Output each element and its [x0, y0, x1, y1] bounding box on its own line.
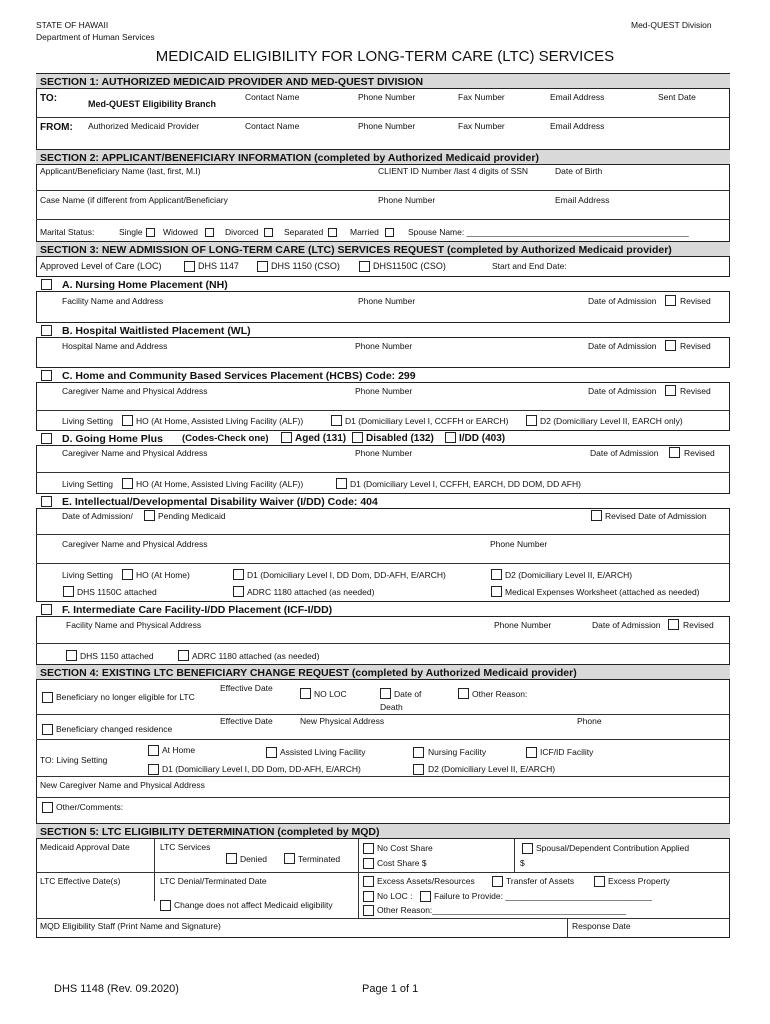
- c-ho-checkbox[interactable]: [122, 415, 133, 426]
- s4-noloc-label: NO LOC: [314, 689, 347, 699]
- other-comments-label: Other/Comments:: [56, 802, 124, 812]
- a-phone-label: Phone Number: [358, 296, 416, 306]
- change-not-checkbox[interactable]: [160, 900, 171, 911]
- d-revised-checkbox[interactable]: [669, 447, 680, 458]
- c-living-label: Living Setting: [62, 416, 114, 426]
- s2-phone-label: Phone Number: [378, 195, 436, 205]
- failure-label: Failure to Provide: _______________________________: [434, 891, 652, 901]
- married-label: Married: [350, 227, 379, 237]
- icf-checkbox[interactable]: [526, 747, 537, 758]
- at-home-label: At Home: [162, 745, 196, 755]
- spouse-name-label: Spouse Name: _______________________________________________: [408, 227, 689, 237]
- f-revised-label: Revised: [683, 620, 714, 630]
- s4-d2-checkbox[interactable]: [413, 764, 424, 775]
- s1-fax-label: Fax Number: [458, 92, 505, 102]
- s4-death-checkbox[interactable]: [380, 688, 391, 699]
- d-disabled-label: Disabled (132): [366, 433, 434, 444]
- single-checkbox[interactable]: [146, 228, 155, 237]
- to-value: Med-QUEST Eligibility Branch: [88, 99, 217, 109]
- e-phone-label: Phone Number: [490, 539, 548, 549]
- f-phone-label: Phone Number: [494, 620, 552, 630]
- eff-dates-label: LTC Effective Date(s): [40, 876, 121, 886]
- marital-label: Marital Status:: [40, 227, 95, 237]
- subsection-c-checkbox[interactable]: [41, 370, 52, 381]
- widowed-checkbox[interactable]: [205, 228, 214, 237]
- nursing-checkbox[interactable]: [413, 747, 424, 758]
- no-longer-checkbox[interactable]: [42, 692, 53, 703]
- dhs1150c-label: DHS1150C (CSO): [373, 261, 446, 271]
- s4-new-addr-label: New Physical Address: [300, 716, 385, 726]
- changed-residence-checkbox[interactable]: [42, 724, 53, 735]
- nursing-label: Nursing Facility: [428, 747, 487, 757]
- e-pending-checkbox[interactable]: [144, 510, 155, 521]
- s2-clientid-label: CLIENT ID Number /last 4 digits of SSN: [378, 166, 529, 176]
- at-home-checkbox[interactable]: [148, 745, 159, 756]
- d-codes-label: (Codes-Check one): [182, 433, 269, 444]
- f-doa-label: Date of Admission: [592, 620, 661, 630]
- denial-date-label: LTC Denial/Terminated Date: [160, 876, 267, 886]
- e-revised-checkbox[interactable]: [591, 510, 602, 521]
- subsection-a-header: A. Nursing Home Placement (NH): [36, 276, 730, 292]
- d-ho-checkbox[interactable]: [122, 478, 133, 489]
- dhs1147-label: DHS 1147: [198, 261, 239, 271]
- alf-label: Assisted Living Facility: [280, 747, 366, 757]
- from-label: FROM:: [40, 122, 73, 133]
- e-d1-label: D1 (Domiciliary Level I, DD Dom, DD-AFH, E/ARCH): [247, 570, 446, 580]
- d-ho-label: HO (At Home, Assisted Living Facility (ALF)): [136, 479, 304, 489]
- e-d1-checkbox[interactable]: [233, 569, 244, 580]
- spousal-label: Spousal/Dependent Contribution Applied: [536, 843, 690, 853]
- s5-other-reason-label: Other Reason:_________________________________________: [377, 905, 627, 915]
- subsection-e-checkbox[interactable]: [41, 496, 52, 507]
- s4-other-reason-label: Other Reason:: [472, 689, 528, 699]
- subsection-f-header: F. Intermediate Care Facility-I/DD Placement (ICF-I/DD): [36, 601, 730, 617]
- c-revised-checkbox[interactable]: [665, 385, 676, 396]
- from-value: Authorized Medicaid Provider: [88, 121, 200, 131]
- dhs1150cso-checkbox[interactable]: [257, 261, 268, 272]
- d-phone-label: Phone Number: [355, 448, 413, 458]
- staff-label: MQD Eligibility Staff (Print Name and Signature): [40, 921, 221, 931]
- c-doa-label: Date of Admission: [588, 386, 657, 396]
- d-disabled-checkbox[interactable]: [352, 432, 363, 443]
- s4-d1-checkbox[interactable]: [148, 764, 159, 775]
- transfer-label: Transfer of Assets: [506, 876, 575, 886]
- denied-label: Denied: [240, 854, 267, 864]
- e-medical-label: Medical Expenses Worksheet (attached as needed): [505, 587, 700, 597]
- loc-label: Approved Level of Care (LOC): [40, 261, 162, 271]
- b-revised-label: Revised: [680, 341, 711, 351]
- section4-header: SECTION 4: EXISTING LTC BENEFICIARY CHANGE REQUEST (completed by Authorized Medicaid provider): [36, 664, 730, 680]
- f-adrc-label: ADRC 1180 attached (as needed): [192, 651, 320, 661]
- section1-header: SECTION 1: AUTHORIZED MEDICAID PROVIDER AND MED-QUEST DIVISION: [36, 73, 730, 89]
- new-caregiver-label: New Caregiver Name and Physical Address: [40, 780, 205, 790]
- cost-share-checkbox[interactable]: [363, 858, 374, 869]
- section2-header: SECTION 2: APPLICANT/BENEFICIARY INFORMATION (completed by Authorized Medicaid provider): [36, 149, 730, 165]
- e-ho-label: HO (At Home): [136, 570, 190, 580]
- s4-other-reason-checkbox[interactable]: [458, 688, 469, 699]
- s1-contact-label: Contact Name: [245, 92, 300, 102]
- e-adrc-checkbox[interactable]: [233, 586, 244, 597]
- s5-noloc-checkbox[interactable]: [363, 891, 374, 902]
- e-ho-checkbox[interactable]: [122, 569, 133, 580]
- c-d1-label: D1 (Domiciliary Level I, CCFFH or EARCH): [345, 416, 509, 426]
- subsection-b-header: B. Hospital Waitlisted Placement (WL): [36, 322, 730, 338]
- to-living-label: TO: Living Setting: [40, 755, 108, 765]
- f-facility-label: Facility Name and Physical Address: [66, 620, 202, 630]
- s4-noloc-checkbox[interactable]: [300, 688, 311, 699]
- e-pending-label: Pending Medicaid: [158, 511, 226, 521]
- subsection-d-header: D. Going Home Plus (Codes-Check one) Aged (131) Disabled (132) I/DD (403): [36, 430, 730, 446]
- f-dhs1150-label: DHS 1150 attached: [80, 651, 154, 661]
- d-d1-label: D1 (Domiciliary Level I, CCFFH, EARCH, DD DOM, DD AFH): [350, 479, 581, 489]
- s4-eff-date-label: Effective Date: [220, 683, 273, 693]
- state-label: STATE OF HAWAII: [36, 20, 109, 30]
- d-doa-label: Date of Admission: [590, 448, 659, 458]
- failure-checkbox[interactable]: [420, 891, 431, 902]
- s1-email-label-2: Email Address: [550, 121, 605, 131]
- to-label: TO:: [40, 93, 58, 104]
- e-dhs1150c-label: DHS 1150C attached: [77, 587, 157, 597]
- terminated-checkbox[interactable]: [284, 853, 295, 864]
- separated-checkbox[interactable]: [328, 228, 337, 237]
- ltc-services-label: LTC Services: [160, 842, 211, 852]
- s2-email-label: Email Address: [555, 195, 610, 205]
- c-d2-checkbox[interactable]: [526, 415, 537, 426]
- e-medical-checkbox[interactable]: [491, 586, 502, 597]
- alf-checkbox[interactable]: [266, 747, 277, 758]
- d-living-label: Living Setting: [62, 479, 114, 489]
- response-date-label: Response Date: [572, 921, 631, 931]
- s5-noloc-label: No LOC :: [377, 891, 413, 901]
- d-caregiver-label: Caregiver Name and Physical Address: [62, 448, 208, 458]
- d-d1-checkbox[interactable]: [336, 478, 347, 489]
- e-doa-label: Date of Admission/: [62, 511, 133, 521]
- changed-residence-label: Beneficiary changed residence: [56, 724, 173, 734]
- single-label: Single: [119, 227, 143, 237]
- section5-header: SECTION 5: LTC ELIGIBILITY DETERMINATION (completed by MQD): [36, 823, 730, 839]
- e-dhs1150c-checkbox[interactable]: [63, 586, 74, 597]
- s2-dob-label: Date of Birth: [555, 166, 603, 176]
- b-phone-label: Phone Number: [355, 341, 413, 351]
- no-cost-checkbox[interactable]: [363, 843, 374, 854]
- b-hospital-label: Hospital Name and Address: [62, 341, 168, 351]
- start-end-label: Start and End Date:: [492, 261, 567, 271]
- divorced-label: Divorced: [225, 227, 259, 237]
- s5-other-reason-checkbox[interactable]: [363, 905, 374, 916]
- s2-name-label: Applicant/Beneficiary Name (last, first, M.I): [40, 166, 201, 176]
- f-revised-checkbox[interactable]: [668, 619, 679, 630]
- division-label: Med-QUEST Division: [631, 20, 712, 30]
- subsection-d-checkbox[interactable]: [41, 433, 52, 444]
- subsection-a-checkbox[interactable]: [41, 279, 52, 290]
- c-ho-label: HO (At Home, Assisted Living Facility (ALF)): [136, 416, 304, 426]
- b-doa-label: Date of Admission: [588, 341, 657, 351]
- s1-phone-label-2: Phone Number: [358, 121, 416, 131]
- s2-case-label: Case Name (if different from Applicant/Beneficiary: [40, 195, 228, 205]
- page-number: Page 1 of 1: [362, 983, 419, 995]
- a-facility-label: Facility Name and Address: [62, 296, 164, 306]
- married-checkbox[interactable]: [385, 228, 394, 237]
- cost-share-label: Cost Share $: [377, 858, 427, 868]
- f-dhs1150-checkbox[interactable]: [66, 650, 77, 661]
- excess-property-label: Excess Property: [608, 876, 670, 886]
- s4-eff-date2-label: Effective Date: [220, 716, 273, 726]
- a-doa-label: Date of Admission: [588, 296, 657, 306]
- no-longer-label: Beneficiary no longer eligible for LTC: [56, 692, 195, 702]
- c-d1-checkbox[interactable]: [331, 415, 342, 426]
- form-number: DHS 1148 (Rev. 09.2020): [54, 983, 179, 995]
- change-not-label: Change does not affect Medicaid eligibility: [174, 900, 333, 910]
- excess-assets-checkbox[interactable]: [363, 876, 374, 887]
- d-idd-checkbox[interactable]: [445, 432, 456, 443]
- s1-fax-label-2: Fax Number: [458, 121, 505, 131]
- e-d2-label: D2 (Domiciliary Level II, E/ARCH): [505, 570, 633, 580]
- s4-d1-label: D1 (Domiciliary Level I, DD Dom, DD-AFH, E/ARCH): [162, 764, 361, 774]
- subsection-f-checkbox[interactable]: [41, 604, 52, 615]
- a-revised-checkbox[interactable]: [665, 295, 676, 306]
- e-d2-checkbox[interactable]: [491, 569, 502, 580]
- section3-header: SECTION 3: NEW ADMISSION OF LONG-TERM CARE (LTC) SERVICES REQUEST (completed by Authorized Medicaid provider): [36, 241, 730, 257]
- denied-checkbox[interactable]: [226, 853, 237, 864]
- e-caregiver-label: Caregiver Name and Physical Address: [62, 539, 208, 549]
- spousal-dollar-label: $: [520, 858, 525, 868]
- f-adrc-checkbox[interactable]: [178, 650, 189, 661]
- a-revised-label: Revised: [680, 296, 711, 306]
- s4-d2-label: D2 (Domiciliary Level II, E/ARCH): [428, 764, 556, 774]
- e-adrc-label: ADRC 1180 attached (as needed): [247, 587, 375, 597]
- s1-email-label: Email Address: [550, 92, 605, 102]
- c-revised-label: Revised: [680, 386, 711, 396]
- subsection-c-header: C. Home and Community Based Services Placement (HCBS) Code: 299: [36, 367, 730, 383]
- dhs1150c-checkbox[interactable]: [359, 261, 370, 272]
- no-cost-label: No Cost Share: [377, 843, 433, 853]
- subsection-e-header: E. Intellectual/Developmental Disability Waiver (I/DD) Code: 404: [36, 493, 730, 509]
- d-revised-label: Revised: [684, 448, 715, 458]
- e-living-label: Living Setting: [62, 570, 114, 580]
- s1-sent-label: Sent Date: [658, 92, 696, 102]
- subsection-b-checkbox[interactable]: [41, 325, 52, 336]
- d-idd-label: I/DD (403): [459, 433, 506, 444]
- divorced-checkbox[interactable]: [264, 228, 273, 237]
- excess-assets-label: Excess Assets/Resources: [377, 876, 475, 886]
- separated-label: Separated: [284, 227, 324, 237]
- approval-date-label: Medicaid Approval Date: [40, 842, 130, 852]
- s1-contact-label-2: Contact Name: [245, 121, 300, 131]
- d-aged-label: Aged (131): [295, 433, 347, 444]
- dept-label: Department of Human Services: [36, 32, 155, 42]
- dhs1147-checkbox[interactable]: [184, 261, 195, 272]
- spousal-checkbox[interactable]: [522, 843, 533, 854]
- other-comments-checkbox[interactable]: [42, 802, 53, 813]
- s1-phone-label: Phone Number: [358, 92, 416, 102]
- dhs1150cso-label: DHS 1150 (CSO): [271, 261, 340, 271]
- icf-label: ICF/ID Facility: [540, 747, 594, 757]
- excess-property-checkbox[interactable]: [594, 876, 605, 887]
- s4-phone-label: Phone: [577, 716, 602, 726]
- d-aged-checkbox[interactable]: [281, 432, 292, 443]
- c-phone-label: Phone Number: [355, 386, 413, 396]
- c-d2-label: D2 (Domiciliary Level II, EARCH only): [540, 416, 683, 426]
- s4-death-label: Death: [380, 702, 403, 712]
- form-title: MEDICAID ELIGIBILITY FOR LONG-TERM CARE (LTC) SERVICES: [155, 48, 615, 65]
- b-revised-checkbox[interactable]: [665, 340, 676, 351]
- widowed-label: Widowed: [163, 227, 198, 237]
- c-caregiver-label: Caregiver Name and Physical Address: [62, 386, 208, 396]
- transfer-checkbox[interactable]: [492, 876, 503, 887]
- terminated-label: Terminated: [298, 854, 341, 864]
- e-revised-doa-label: Revised Date of Admission: [605, 511, 707, 521]
- s4-dateof-label: Date of: [394, 689, 422, 699]
